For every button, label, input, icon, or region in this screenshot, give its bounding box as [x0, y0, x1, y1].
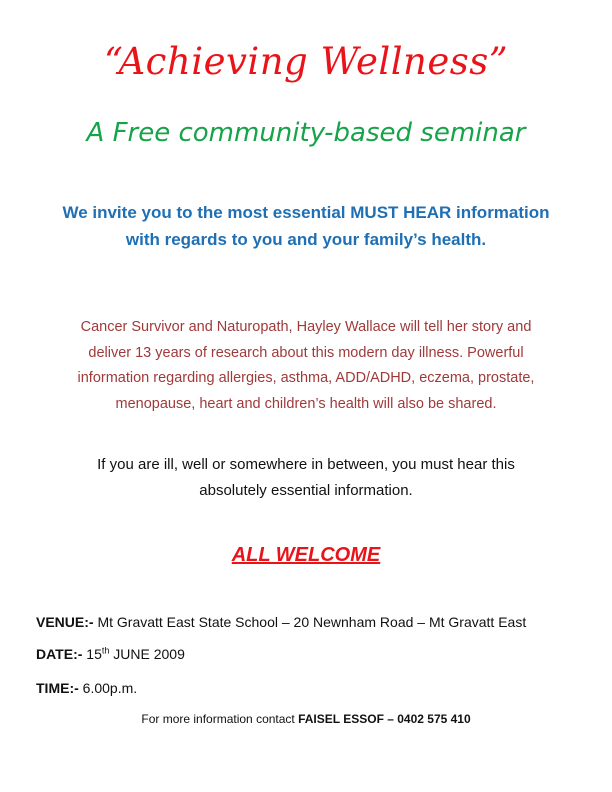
audience-note-line: If you are ill, well or somewhere in between, you must hear this: [97, 456, 515, 473]
time-line: [36, 680, 137, 696]
date-label: DATE:-: [36, 646, 83, 662]
time-value: 6.00p.m.: [78, 680, 138, 696]
flyer-title: “Achieving Wellness”: [103, 40, 509, 83]
venue-label: VENUE:-: [36, 614, 94, 630]
time-label: TIME:-: [36, 680, 79, 696]
venue-value: Mt Gravatt East State School – 20 Newnham Road – Mt Gravatt East: [93, 614, 527, 630]
date-day: 15: [82, 646, 102, 662]
date-month-year: JUNE 2009: [109, 646, 185, 662]
audience-note: [50, 452, 562, 504]
contact-prefix: For more information contact: [141, 712, 299, 726]
contact-line: [0, 712, 612, 726]
speaker-description-line: menopause, heart and children’s health will also be shared.: [115, 395, 497, 412]
speaker-description-line: information regarding allergies, asthma, ADD/ADHD, eczema, prostate,: [77, 370, 535, 386]
date-line: [36, 646, 185, 662]
speaker-description-line: deliver 13 years of research about this modern day illness. Powerful: [88, 344, 524, 361]
speaker-description-line: Cancer Survivor and Naturopath, Hayley Wallace will tell her story and: [80, 319, 532, 335]
speaker-description: [30, 315, 582, 417]
date-ordinal-suffix: th: [101, 645, 110, 656]
audience-note-line: absolutely essential information.: [199, 482, 413, 499]
flyer-subtitle: A Free community-based seminar: [86, 118, 526, 148]
all-welcome-banner: ALL WELCOME: [231, 544, 381, 566]
contact-name-phone: FAISEL ESSOF – 0402 575 410: [298, 712, 471, 726]
invitation-text: We invite you to the most essential MUST HEAR information with regards to you and your family’s health.: [62, 203, 550, 249]
venue-line: [36, 614, 526, 630]
